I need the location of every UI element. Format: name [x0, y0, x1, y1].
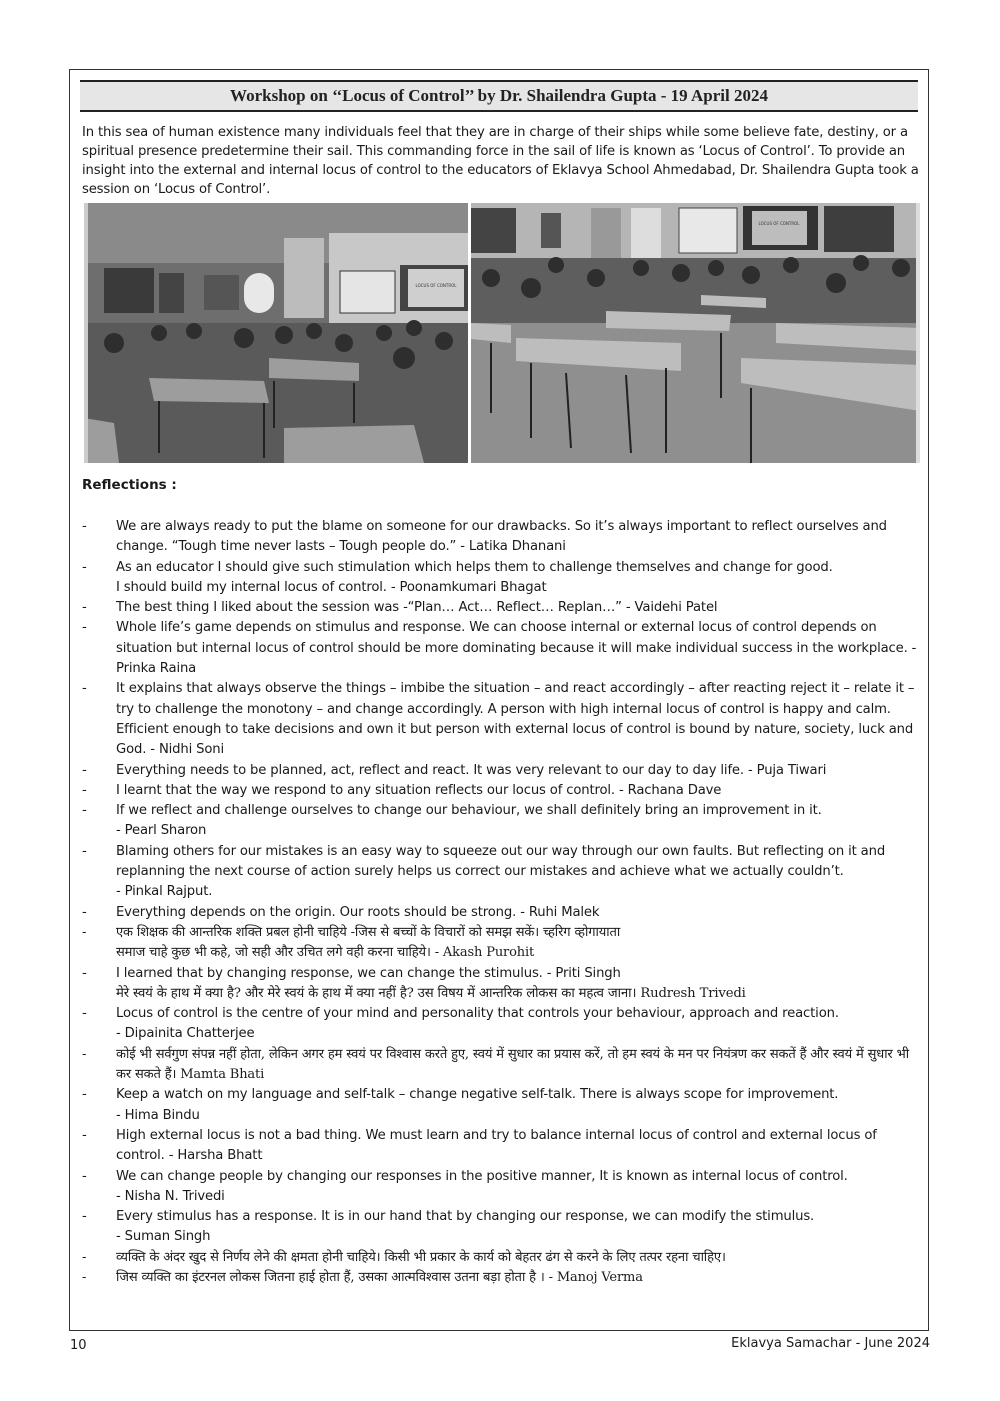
bullet-dash: - — [82, 1209, 87, 1225]
bullet-dash: - — [82, 843, 87, 859]
reflection-text: Blaming others for our mistakes is an easy way to squeeze out our way through our own faults. But reflecting on it and replanning the next course of action surely helps us correct our mistakes and achieve what we actually couldn’t. — [116, 843, 886, 880]
reflection-text: कोई भी सर्वगुण संपन्न नहीं होता, लेकिन अगर हम स्वयं पर विश्वास करते हुए, स्वयं में सुधार का प्रयास करें, तो हम स्वयं के मन पर नियंत्रण कर सकतें हैं और स्वयं में सुधार भी कर सकते हैं। Mamta Bhati — [116, 1046, 909, 1083]
bullet-dash: - — [82, 1046, 87, 1062]
reflection-text: We can change people by changing our responses in the positive manner, It is known as internal locus of control. — [116, 1168, 848, 1184]
slide-text: LOCUS OF CONTROL — [758, 221, 800, 226]
reflection-item — [82, 1004, 922, 1045]
article-title: Workshop on ‘‘Locus of Control’’ by Dr. Shailendra Gupta - 19 April 2024 — [230, 86, 768, 105]
reflection-attribution: - Nisha N. Trivedi — [116, 1188, 225, 1204]
reflection-attribution: - Pinkal Rajput. — [116, 884, 213, 900]
reflection-attribution: - Hima Bindu — [116, 1107, 200, 1123]
reflection-text: If we reflect and challenge ourselves to change our behaviour, we shall definitely bring an improvement in it. — [116, 803, 822, 819]
reflection-item — [82, 1268, 922, 1288]
bullet-dash: - — [82, 620, 87, 636]
bullet-dash: - — [82, 762, 87, 778]
classroom-photo-right — [471, 203, 920, 463]
reflection-text: Whole life’s game depends on stimulus and response. We can choose internal or external locus of control depends on situation but internal locus of control should be more dominating because it will make individual success in the workplace. - Prinka Raina — [116, 620, 917, 677]
reflection-attribution: - Dipainita Chatterjee — [116, 1026, 255, 1042]
reflection-text: Keep a watch on my language and self-talk – change negative self-talk. There is always scope for improvement. — [116, 1087, 839, 1103]
reflection-text: We are always ready to put the blame on someone for our drawbacks. So it’s always important to reflect ourselves and change. “Tough time never lasts – Tough people do.” - Latika Dhanani — [116, 519, 887, 555]
reflection-item — [82, 842, 922, 903]
reflection-text: High external locus is not a bad thing. We must learn and try to balance internal locus of control and external locus of control. - Harsha Bhatt — [116, 1127, 877, 1164]
bullet-dash: - — [82, 600, 87, 616]
bullet-dash: - — [82, 1269, 87, 1285]
reflection-item — [82, 781, 922, 801]
reflection-item — [82, 679, 922, 760]
reflection-item — [82, 761, 922, 781]
reflection-item — [82, 598, 922, 618]
reflection-item — [82, 964, 922, 1005]
reflection-attribution: - Suman Singh — [116, 1229, 211, 1245]
reflections-list — [82, 517, 922, 1288]
reflection-text: जिस व्यक्ति का इंटरनल लोकस जितना हाई होता हैं, उसका आत्मविश्वास उतना बड़ा होता है । - Manoj Verma — [116, 1269, 643, 1285]
bullet-dash: - — [82, 1127, 87, 1143]
reflection-item — [82, 558, 922, 599]
reflection-attribution: मेरे स्वयं के हाथ में क्या है? और मेरे स्वयं के हाथ में क्या नहीं है? उस विषय में आन्तरिक लोकस का महत्व जाना। Rudresh Trivedi — [116, 985, 746, 1001]
bullet-dash: - — [82, 559, 87, 575]
reflection-text: व्यक्ति के अंदर खुद से निर्णय लेने की क्षमता होनी चाहिये। किसी भी प्रकार के कार्य को बेहतर ढंग से करने के लिए तत्पर रहना चाहिए। — [116, 1249, 726, 1265]
article-intro: In this sea of human existence many individuals feel that they are in charge of their ships while some believe fate, destiny, or a spiritual presence predetermine their sail. This commanding force in the sail of life is known as ‘Locus of Control’. To provide an insight into the external and internal locus of control to the educators of Eklavya School Ahmedabad, Dr. Shailendra Gupta took a session on ‘Locus of Control’. — [82, 125, 919, 197]
reflection-item — [82, 1045, 922, 1086]
reflections-heading: Reflections : — [82, 477, 177, 493]
reflection-item — [82, 1085, 922, 1126]
classroom-photo-left — [84, 203, 468, 463]
reflection-text: As an educator I should give such stimulation which helps them to challenge themselves and change for good. — [116, 559, 833, 575]
bullet-dash: - — [82, 1087, 87, 1103]
reflection-text: I learned that by changing response, we can change the stimulus. - Priti Singh — [116, 965, 621, 981]
article-title-bar — [80, 80, 918, 112]
reflection-attribution: - Pearl Sharon — [116, 823, 207, 839]
reflection-attribution: समाज चाहे कुछ भी कहे, जो सही और उचित लगे वही करना चाहिये। - Akash Purohit — [116, 945, 535, 961]
reflection-item — [82, 1207, 922, 1248]
bullet-dash: - — [82, 803, 87, 819]
bullet-dash: - — [82, 681, 87, 697]
bullet-dash: - — [82, 924, 87, 940]
bullet-dash: - — [82, 965, 87, 981]
bullet-dash: - — [82, 904, 87, 920]
publication-name: Eklavya Samachar - June 2024 — [731, 1336, 930, 1351]
reflection-item — [82, 1248, 922, 1268]
reflection-text: Everything depends on the origin. Our roots should be strong. - Ruhi Malek — [116, 904, 600, 920]
bullet-dash: - — [82, 1006, 87, 1022]
reflection-item — [82, 923, 922, 964]
reflection-item — [82, 903, 922, 923]
bullet-dash: - — [82, 782, 87, 798]
reflection-attribution: I should build my internal locus of control. - Poonamkumari Bhagat — [116, 579, 547, 595]
reflection-text: It explains that always observe the things – imbibe the situation – and react accordingly – after reacting reject it – relate it – try to challenge the monotony – and change accordingly. A person with high internal locus of control is happy and calm. Efficient enough to take decisions and own it but person with external locus of control is bound by nature, society, luck and God. - Nidhi Soni — [116, 681, 915, 758]
slide-text: LOCUS OF CONTROL — [415, 283, 457, 288]
reflection-text: Every stimulus has a response. It is in our hand that by changing our response, we can modify the stimulus. — [116, 1209, 815, 1225]
reflection-item — [82, 618, 922, 679]
photo-row — [84, 203, 920, 463]
page-number: 10 — [70, 1338, 87, 1353]
reflection-item — [82, 1167, 922, 1208]
reflection-text: Everything needs to be planned, act, reflect and react. It was very relevant to our day to day life. - Puja Tiwari — [116, 762, 827, 778]
reflection-item — [82, 801, 922, 842]
bullet-dash: - — [82, 1168, 87, 1184]
reflection-item — [82, 1126, 922, 1167]
reflection-text: एक शिक्षक की आन्तरिक शक्ति प्रबल होनी चाहिये -जिस से बच्चों के विचारों को समझ सकें। च्हरिग व्होगायाता — [116, 924, 621, 940]
reflection-text: The best thing I liked about the session was -“Plan… Act… Reflect… Replan…” - Vaidehi Patel — [116, 600, 718, 616]
reflection-text: Locus of control is the centre of your mind and personality that controls your behaviour, approach and reaction. — [116, 1006, 839, 1022]
bullet-dash: - — [82, 1249, 87, 1265]
bullet-dash: - — [82, 519, 87, 534]
reflection-item — [82, 517, 922, 558]
reflection-text: I learnt that the way we respond to any situation reflects our locus of control. - Rachana Dave — [116, 782, 722, 798]
